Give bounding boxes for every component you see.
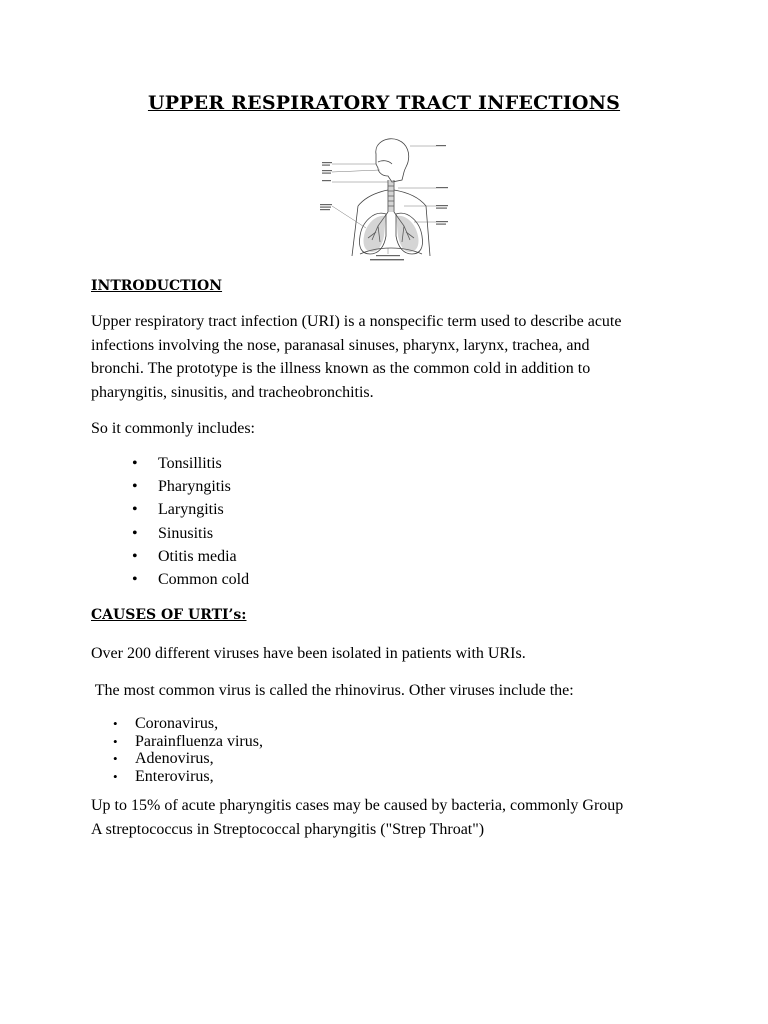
includes-list bbox=[132, 452, 249, 591]
introduction-heading: INTRODUCTION bbox=[91, 278, 223, 294]
bullet-icon: • bbox=[132, 524, 138, 542]
list-item: • Laryngitis bbox=[132, 498, 249, 521]
respiratory-system-diagram-icon bbox=[318, 136, 450, 262]
list-item: • Coronavirus, bbox=[113, 715, 219, 732]
bullet-icon: • bbox=[132, 571, 138, 589]
bullet-icon: • bbox=[132, 455, 138, 472]
bullet-icon: • bbox=[113, 768, 118, 784]
list-item: • Enterovirus, bbox=[113, 767, 214, 785]
list-item: • Otitis media bbox=[132, 545, 249, 568]
list-item: • Parainfluenza virus, bbox=[113, 732, 263, 750]
page-title: UPPER RESPIRATORY TRACT INFECTIONS bbox=[147, 92, 621, 114]
bullet-icon: • bbox=[132, 547, 138, 565]
list-item: • Tonsillitis bbox=[132, 452, 249, 475]
virus-list bbox=[113, 715, 263, 785]
introduction-paragraph bbox=[91, 310, 691, 404]
bacteria-paragraph bbox=[91, 794, 711, 841]
list-item: • Pharyngitis bbox=[132, 475, 249, 498]
bullet-icon: • bbox=[113, 716, 118, 731]
introduction-line: bronchi. The prototype is the illness known as the common cold in addition to bbox=[91, 360, 591, 377]
includes-lead-text: So it commonly includes: bbox=[91, 420, 255, 437]
list-item: • Sinusitis bbox=[132, 522, 249, 545]
introduction-line: Upper respiratory tract infection (URI) is a nonspecific term used to describe acute bbox=[91, 313, 622, 330]
bullet-icon: • bbox=[132, 501, 138, 519]
bullet-icon: • bbox=[113, 733, 118, 749]
bullet-icon: • bbox=[113, 751, 118, 766]
bacteria-line: A streptococcus in Streptococcal pharyngitis ("Strep Throat") bbox=[91, 820, 485, 838]
bacteria-line: Up to 15% of acute pharyngitis cases may be caused by bacteria, commonly Group bbox=[91, 797, 624, 814]
list-item: • Adenovirus, bbox=[113, 750, 214, 767]
causes-common-text: The most common virus is called the rhinovirus. Other viruses include the: bbox=[91, 682, 574, 699]
introduction-line: pharyngitis, sinusitis, and tracheobronchitis. bbox=[91, 383, 374, 401]
introduction-line: infections involving the nose, paranasal sinuses, pharynx, larynx, trachea, and bbox=[91, 336, 590, 354]
list-item: • Common cold bbox=[132, 568, 249, 591]
bullet-icon: • bbox=[132, 478, 138, 496]
causes-over-text: Over 200 different viruses have been isolated in patients with URIs. bbox=[91, 645, 526, 662]
causes-heading: CAUSES OF URTI’s: bbox=[91, 607, 247, 623]
